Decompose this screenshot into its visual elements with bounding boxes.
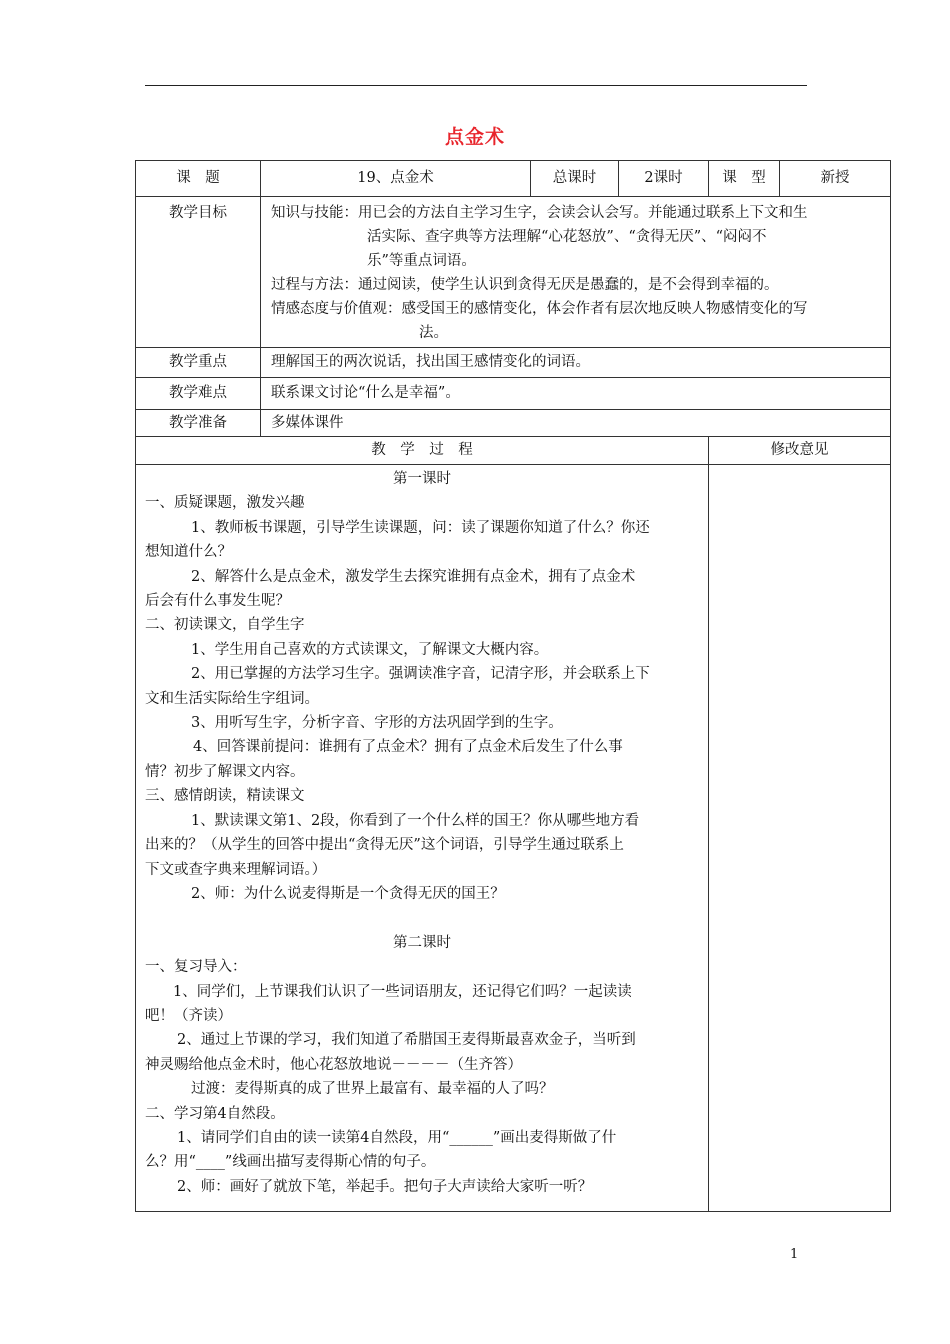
process-line: 2、师：为什么说麦得斯是一个贪得无厌的国王？	[191, 885, 505, 902]
key-point-value-cell: 理解国王的两次说话，找出国王感情变化的词语。	[260, 347, 891, 378]
process-body-cell	[135, 464, 709, 1212]
preparation-label-cell: 教学准备	[135, 409, 261, 437]
process-line: 3、用听写生字，分析字音、字形的方法巩固学到的生字。	[191, 715, 563, 732]
section-heading: 一、质疑课题，激发兴趣	[145, 495, 305, 512]
process-line: 2、师：画好了就放下笔，举起手。把句子大声读给大家听一听？	[177, 1178, 593, 1195]
header-rule	[145, 85, 807, 86]
revision-body-cell	[708, 464, 891, 1212]
total-hours-label-cell: 总课时	[530, 160, 619, 197]
preparation-value-cell: 多媒体课件	[260, 409, 891, 437]
process-line: 1、同学们，上节课我们认识了一些词语朋友，还记得它们吗？一起读读	[173, 983, 632, 1000]
process-header-cell: 教 学 过 程	[135, 436, 709, 465]
lesson-type-value-cell: 新授	[779, 160, 891, 197]
section-heading: 二、学习第4自然段。	[145, 1105, 285, 1122]
document-title: 点金术	[444, 126, 505, 148]
section-heading: 二、初读课文，自学生字	[145, 617, 305, 634]
objectives-line: 法。	[419, 325, 448, 341]
objectives-line: 过程与方法：通过阅读，使学生认识到贪得无厌是愚蠢的，是不会得到幸福的。	[271, 277, 779, 293]
section-heading: 一、复习导入：	[145, 959, 247, 976]
process-line: 下文或查字典来理解词语。）	[145, 861, 327, 878]
process-line: 1、请同学们自由的读一读第4自然段，用“______”画出麦得斯做了什	[177, 1129, 617, 1146]
process-line: 文和生活实际给生字组词。	[145, 690, 319, 707]
process-line: 2、通过上节课的学习，我们知道了希腊国王麦得斯最喜欢金子，当听到	[177, 1032, 636, 1049]
objectives-line: 活实际、查字典等方法理解“心花怒放”、“贪得无厌”、“闷闷不	[367, 229, 767, 245]
lesson-heading: 第一课时	[393, 471, 451, 487]
process-line: 后会有什么事发生呢？	[145, 593, 290, 610]
subject-label-cell: 课 题	[135, 160, 261, 197]
process-line: 1、教师板书课题，引导学生读课题，问：读了课题你知道了什么？你还	[191, 519, 650, 536]
objectives-line: 知识与技能：用已会的方法自主学习生字，会读会认会写。并能通过联系上下文和生	[271, 205, 808, 221]
objectives-label-cell: 教学目标	[135, 196, 261, 348]
revision-header-cell: 修改意见	[708, 436, 891, 465]
process-line: 过渡：麦得斯真的成了世界上最富有、最幸福的人了吗？	[191, 1081, 554, 1098]
difficulty-label-cell: 教学难点	[135, 377, 261, 410]
lesson-heading: 第二课时	[393, 934, 451, 951]
lesson-type-label-cell: 课 型	[708, 160, 780, 197]
page-number: 1	[790, 1247, 799, 1262]
section-heading: 三、感情朗读，精读课文	[145, 788, 305, 805]
process-line: 情？初步了解课文内容。	[145, 763, 305, 780]
total-hours-value-cell: 2课时	[618, 160, 709, 197]
subject-value-cell: 19、点金术	[260, 160, 531, 197]
key-point-label-cell: 教学重点	[135, 347, 261, 378]
difficulty-value-cell: 联系课文讨论“什么是幸福”。	[260, 377, 891, 410]
process-line: 2、解答什么是点金术，激发学生去探究谁拥有点金术，拥有了点金术	[191, 568, 636, 585]
process-line: 2、用已掌握的方法学习生字。强调读准字音，记清字形，并会联系上下	[191, 666, 650, 683]
process-line: 出来的？（从学生的回答中提出“贪得无厌”这个词语，引导学生通过联系上	[145, 837, 624, 854]
objectives-line: 情感态度与价值观：感受国王的感情变化，体会作者有层次地反映人物感情变化的写	[271, 301, 808, 317]
process-line: 神灵赐给他点金术时，他心花怒放地说－－－－（生齐答）	[145, 1056, 522, 1073]
process-line: 1、默读课文第1、2段，你看到了一个什么样的国王？你从哪些地方看	[191, 812, 640, 829]
process-line: 么？用“____”线画出描写麦得斯心情的句子。	[145, 1154, 436, 1171]
process-line: 想知道什么？	[145, 544, 232, 561]
process-line: 吧！（齐读）	[145, 1007, 232, 1024]
blank-line	[145, 906, 708, 930]
objectives-content-cell	[260, 196, 891, 348]
process-line: 4、回答课前提问：谁拥有了点金术？拥有了点金术后发生了什么事	[193, 739, 623, 756]
objectives-line: 乐”等重点词语。	[367, 253, 476, 269]
process-line: 1、学生用自己喜欢的方式读课文，了解课文大概内容。	[191, 641, 549, 658]
